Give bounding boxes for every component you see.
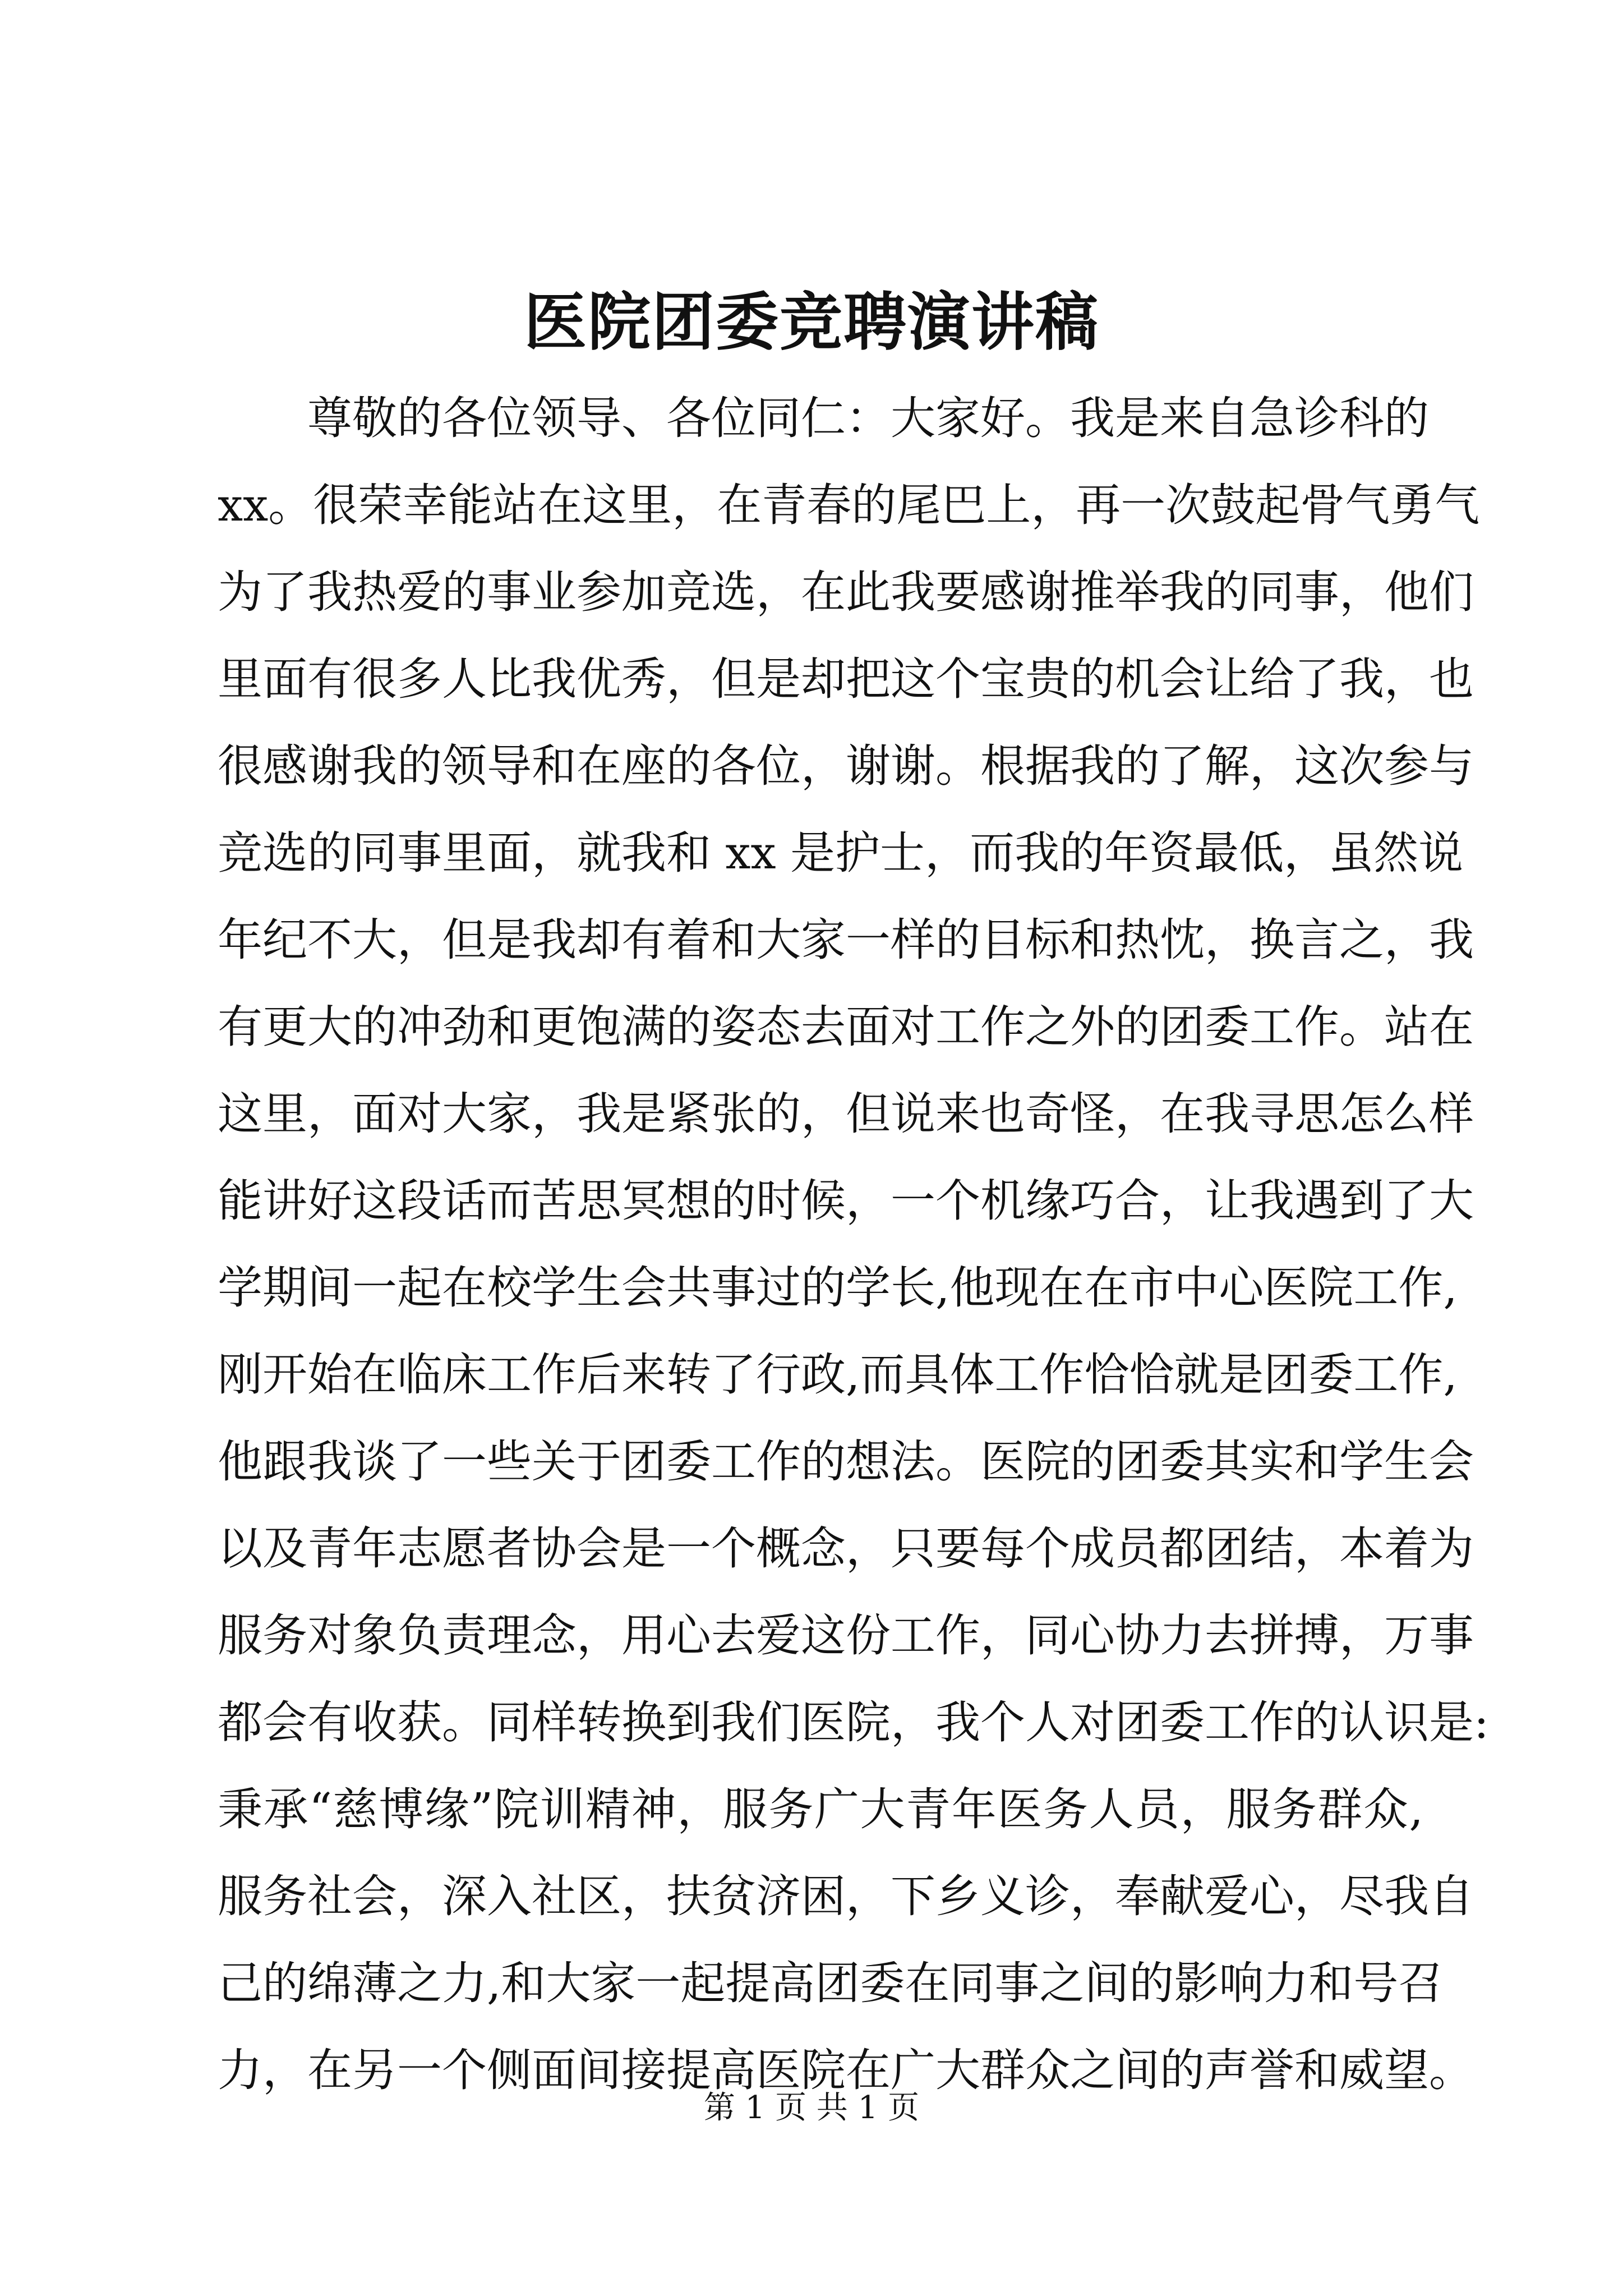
body-line: 很感谢我的领导和在座的各位，谢谢。根据我的了解，这次参与 <box>218 740 1474 792</box>
body-line: 为了我热爱的事业参加竞选，在此我要感谢推举我的同事，他们 <box>218 566 1474 618</box>
body-line: 刚开始在临床工作后来转了行政,而具体工作恰恰就是团委工作, <box>218 1349 1458 1401</box>
body-line: 里面有很多人比我优秀，但是却把这个宝贵的机会让给了我，也 <box>218 653 1474 705</box>
document-title: 医院团委竞聘演讲稿 <box>524 286 1099 359</box>
body-paragraph <box>218 375 1489 2114</box>
body-line: 以及青年志愿者协会是一个概念，只要每个成员都团结，本着为 <box>218 1522 1474 1575</box>
body-line: 年纪不大，但是我却有着和大家一样的目标和热忱，换言之，我 <box>218 914 1474 966</box>
body-line: 这里，面对大家，我是紧张的，但说来也奇怪，在我寻思怎么样 <box>218 1088 1474 1140</box>
body-line: 有更大的冲劲和更饱满的姿态去面对工作之外的团委工作。站在 <box>218 1001 1474 1053</box>
body-line: 能讲好这段话而苦思冥想的时候，一个机缘巧合，让我遇到了大 <box>218 1175 1474 1227</box>
body-line: 尊敬的各位领导、各位同仁：大家好。我是来自急诊科的 <box>307 392 1429 444</box>
body-line: xx。很荣幸能站在这里，在青春的尾巴上，再一次鼓起骨气勇气 <box>218 479 1480 531</box>
body-line: 己的绵薄之力,和大家一起提高团委在同事之间的影响力和号召 <box>218 1957 1444 2009</box>
body-line: 服务社会，深入社区，扶贫济困，下乡义诊，奉献爱心，尽我自 <box>218 1870 1474 1922</box>
body-line: 他跟我谈了一些关于团委工作的想法。医院的团委其实和学生会 <box>218 1435 1474 1488</box>
body-line: 秉承“慈博缘”院训精神，服务广大青年医务人员，服务群众, <box>218 1783 1423 1835</box>
body-line: 都会有收获。同样转换到我们医院，我个人对团委工作的认识是: <box>218 1696 1489 1749</box>
body-line: 力，在另一个侧面间接提高医院在广大群众之间的声誉和威望。 <box>218 2044 1474 2096</box>
page-number-footer: 第 1 页 共 1 页 <box>703 2090 920 2126</box>
body-line: 学期间一起在校学生会共事过的学长,他现在在市中心医院工作, <box>218 1262 1458 1314</box>
body-line: 服务对象负责理念，用心去爱这份工作，同心协力去拼搏，万事 <box>218 1609 1474 1662</box>
body-line: 竞选的同事里面，就我和 xx 是护士，而我的年资最低，虽然说 <box>218 827 1464 879</box>
